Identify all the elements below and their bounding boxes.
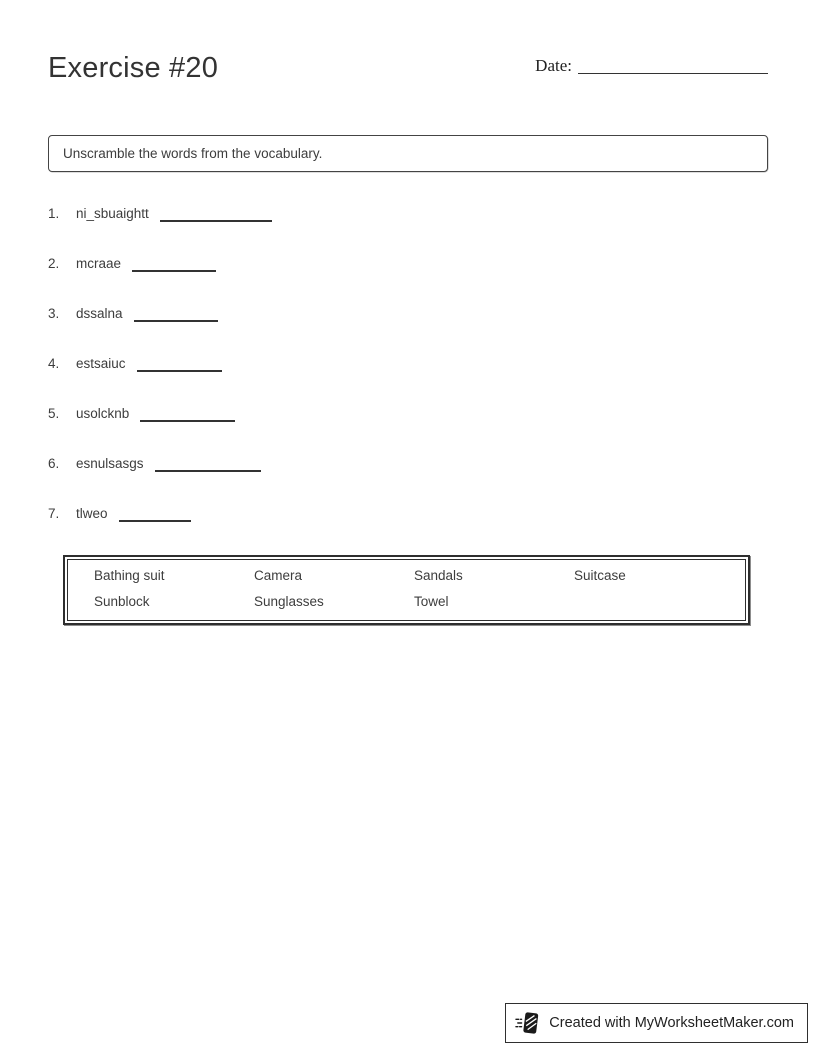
date-label: Date: xyxy=(535,56,572,75)
question-number: 6. xyxy=(48,456,60,471)
question-number: 5. xyxy=(48,406,60,421)
instruction-box xyxy=(48,135,768,172)
word-bank-item: Sandals xyxy=(414,568,463,583)
question-row xyxy=(48,255,768,272)
credit-badge xyxy=(505,1003,808,1043)
question-row xyxy=(48,405,768,422)
answer-blank-line xyxy=(155,470,261,472)
answer-blank-line xyxy=(137,370,222,372)
date-area xyxy=(535,56,768,76)
answer-blank-line xyxy=(132,270,216,272)
scrambled-word: usolcknb xyxy=(76,406,130,421)
question-row xyxy=(48,505,768,522)
date-blank-line xyxy=(578,73,768,74)
scrambled-word: estsaiuc xyxy=(76,356,126,371)
question-row xyxy=(48,205,768,222)
question-number: 3. xyxy=(48,306,60,321)
page-title: Exercise #20 xyxy=(48,52,219,84)
worksheet-maker-logo-icon xyxy=(515,1011,541,1035)
word-bank-item: Sunblock xyxy=(94,594,150,609)
scrambled-word: esnulsasgs xyxy=(76,456,144,471)
scrambled-word: tlweo xyxy=(76,506,108,521)
word-bank-item: Sunglasses xyxy=(254,594,324,609)
question-number: 2. xyxy=(48,256,60,271)
scrambled-word: ni_sbuaightt xyxy=(76,206,149,221)
header xyxy=(48,52,768,84)
word-bank-grid xyxy=(67,559,746,621)
question-list xyxy=(48,205,768,522)
word-bank xyxy=(63,555,750,625)
question-number: 4. xyxy=(48,356,60,371)
scrambled-word: mcraae xyxy=(76,256,122,271)
question-row xyxy=(48,305,768,322)
question-number: 7. xyxy=(48,506,60,521)
word-bank-item: Suitcase xyxy=(574,568,626,583)
word-bank-item: Bathing suit xyxy=(94,568,165,583)
scrambled-word: dssalna xyxy=(76,306,123,321)
word-bank-item: Camera xyxy=(254,568,303,583)
answer-blank-line xyxy=(160,220,272,222)
question-row xyxy=(48,355,768,372)
answer-blank-line xyxy=(140,420,235,422)
instruction-text: Unscramble the words from the vocabulary. xyxy=(63,146,323,161)
question-row xyxy=(48,455,768,472)
question-number: 1. xyxy=(48,206,60,221)
answer-blank-line xyxy=(134,320,218,322)
credit-text: Created with MyWorksheetMaker.com xyxy=(549,1015,794,1031)
answer-blank-line xyxy=(119,520,191,522)
word-bank-item: Towel xyxy=(414,594,449,609)
